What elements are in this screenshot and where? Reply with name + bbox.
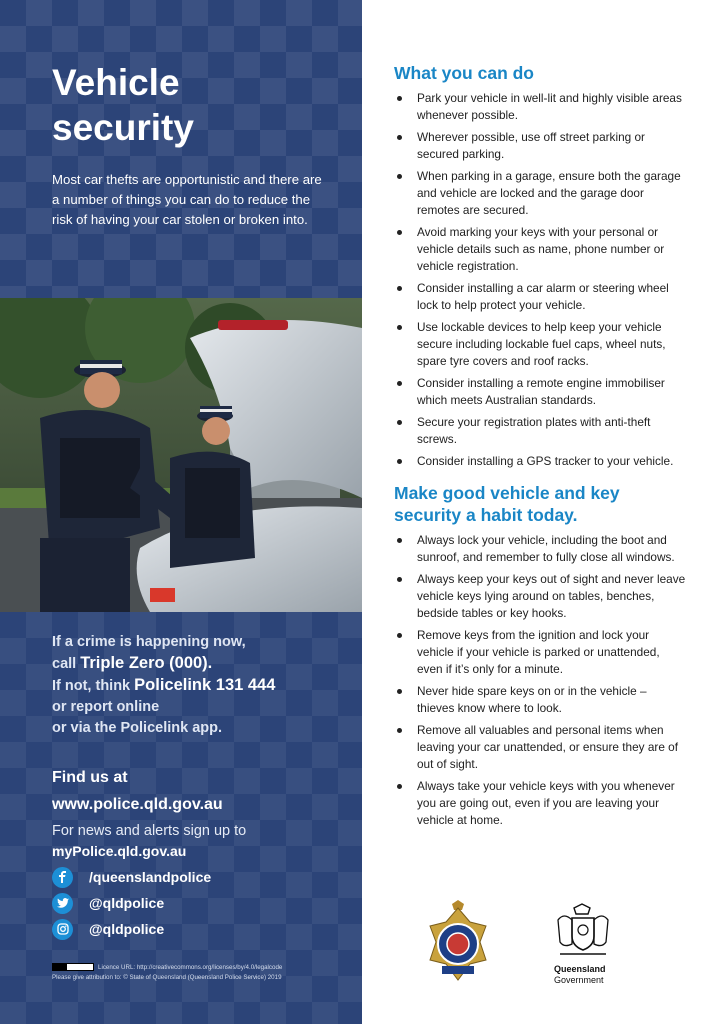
list-item: Avoid marking your keys with your personal or vehicle details such as name, phone number or vehicle registration. [394,224,686,275]
list-item: Park your vehicle in well-lit and highly visible areas whenever possible. [394,90,686,124]
list-item: When parking in a garage, ensure both the garage and vehicle are locked and the garage door remotes are secured. [394,168,686,219]
twitter-handle: @qldpolice [89,895,165,911]
mypolice-link[interactable]: myPolice.qld.gov.au [52,843,187,859]
policelink-number: Policelink 131 444 [134,676,276,694]
list-item: Consider installing a GPS tracker to your vehicle. [394,453,686,470]
list-item: Consider installing a remote engine immobiliser which meets Australian standards. [394,375,686,409]
find-us-section [52,764,352,860]
instagram-icon [52,919,73,940]
triple-zero: Triple Zero (000). [80,654,213,672]
gov-label: Government [554,975,604,985]
section2-heading: Make good vehicle and key security a habit today. [394,483,620,525]
gov-name: Queensland [554,964,606,974]
list-item: Consider installing a car alarm or steering wheel lock to help protect your vehicle. [394,280,686,314]
title-line-1: Vehicle [52,62,180,103]
gov-wordmark [554,964,606,986]
crime-line-3 [52,675,352,697]
social-twitter[interactable] [52,890,312,916]
section1-list [394,90,686,470]
list-item: Remove keys from the ignition and lock your vehicle if your vehicle is parked or unattended, even if it’s only for a minute. [394,627,686,678]
social-facebook[interactable] [52,864,312,890]
license-line-2: Please give attribution to: © State of Queensland (Queensland Police Service) 2019 [52,974,282,981]
photo-illustration [0,298,362,612]
cc-by-badge-icon [52,963,94,971]
license-line-1 [52,963,352,973]
list-item: Wherever possible, use off street parking or secured parking. [394,129,686,163]
license-info [52,963,352,983]
section2-list [394,532,686,829]
instagram-handle: @qldpolice [89,921,165,937]
list-item: Never hide spare keys on or in the vehicle – thieves know where to look. [394,683,686,717]
intro-text: Most car thefts are opportunistic and there are a number of things you can do to reduce the risk of having your car stolen or broken into. [52,172,322,227]
news-signup-text: For news and alerts sign up to [52,823,247,839]
police-badge-icon [430,900,486,980]
license-url[interactable]: Licence URL: http://creativecommons.org/licenses/by/4.0/legalcode [98,964,283,971]
queensland-government-crest-icon [558,904,608,954]
section1-heading: What you can do [394,63,534,83]
logos [424,898,624,990]
list-item: Use lockable devices to help keep your vehicle secure including lockable fuel caps, wheel nuts, spare tyre covers and roof racks. [394,319,686,370]
right-column [394,62,686,834]
crime-line-2 [52,653,352,675]
twitter-icon [52,893,73,914]
social-links [52,864,312,942]
crime-line-1: If a crime is happening now, [52,634,246,650]
facebook-handle: /queenslandpolice [89,869,212,885]
list-item: Always lock your vehicle, including the boot and sunroof, and remember to fully close all windows. [394,532,686,566]
find-us-heading: Find us at [52,769,128,786]
list-item: Secure your registration plates with anti-theft screws. [394,414,686,448]
crime-line-4: or report online [52,699,160,715]
list-item: Always take your vehicle keys with you whenever you are going out, even if you are leaving your vehicle at home. [394,778,686,829]
facebook-icon [52,867,73,888]
crime-line-2-prefix: call [52,656,81,672]
crime-line-5: or via the Policelink app. [52,720,223,736]
crime-line-3-prefix: If not, think [52,678,135,694]
title-line-2: security [52,107,194,148]
page-title [52,60,342,150]
police-officers-photo [0,298,362,612]
website-link[interactable]: www.police.qld.gov.au [52,796,223,813]
list-item: Remove all valuables and personal items when leaving your car unattended, or ensure they are of out of sight. [394,722,686,773]
social-instagram[interactable] [52,916,312,942]
list-item: Always keep your keys out of sight and never leave vehicle keys lying around on tables, benches, bedside tables or key hooks. [394,571,686,622]
crime-contact-info [52,632,352,739]
